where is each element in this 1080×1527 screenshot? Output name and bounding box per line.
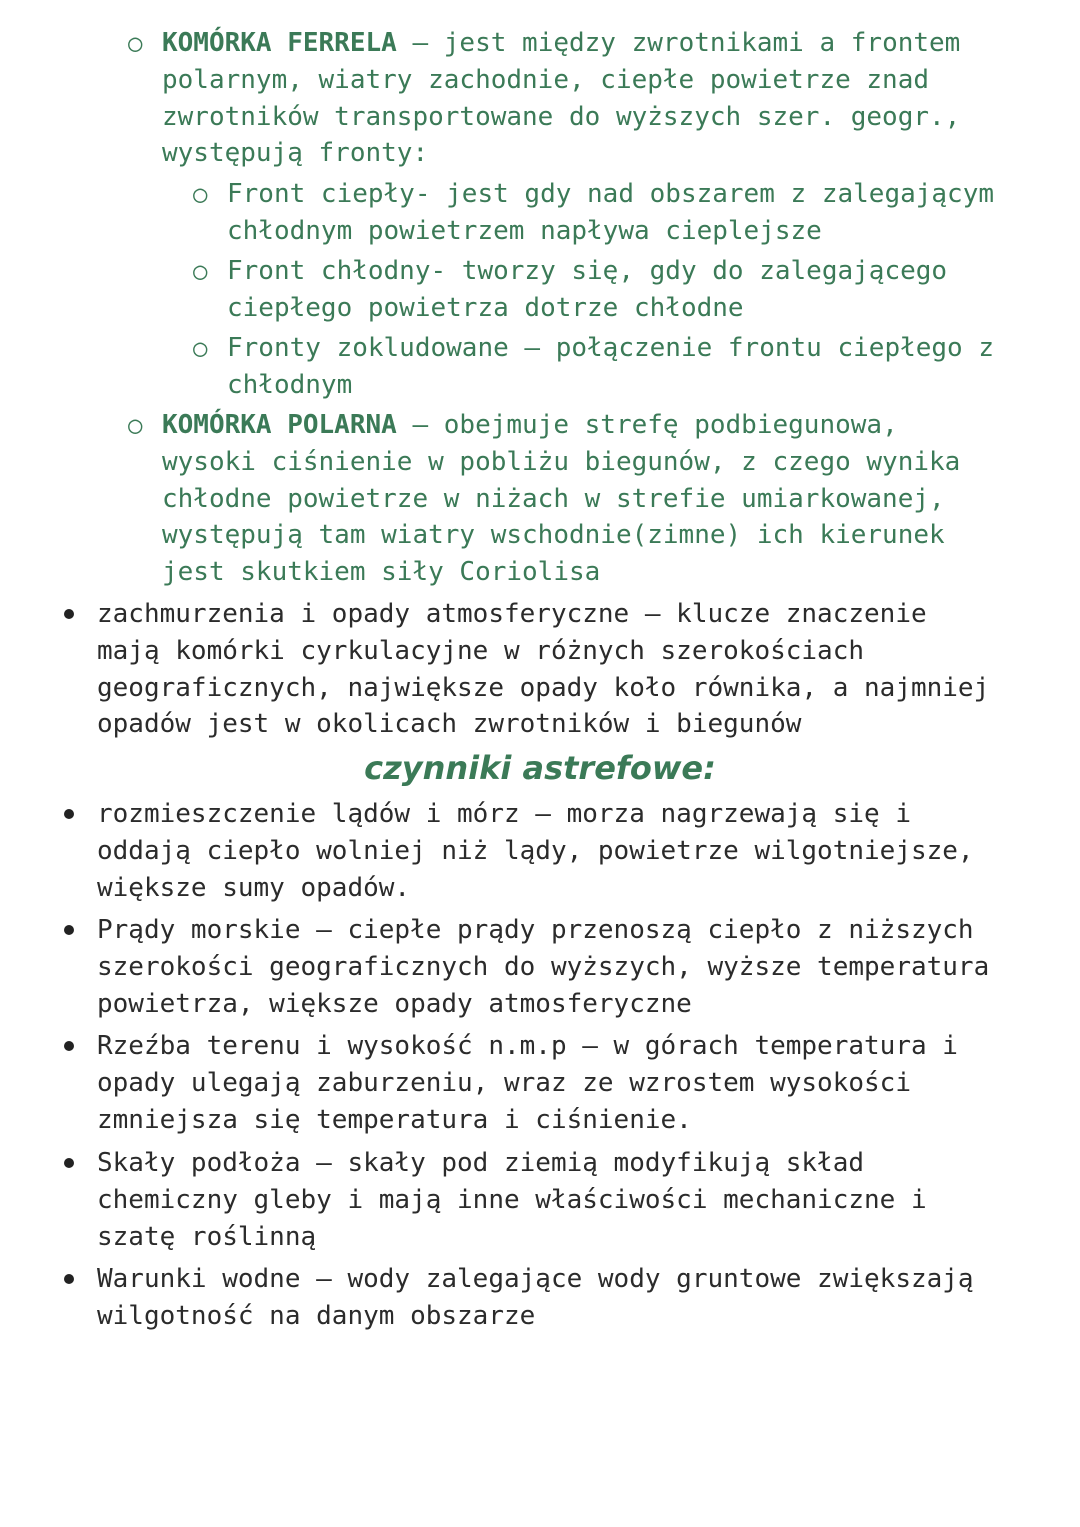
ferrel-text-line: występują fronty: xyxy=(162,138,429,169)
section-heading: czynniki astrefowe: xyxy=(364,749,716,787)
front-text-line: Front chłodny- tworzy się, gdy do zalegającego xyxy=(227,256,948,286)
factor-text-line: rozmieszczenie lądów i mórz – morza nagrzewają się i xyxy=(97,799,911,829)
factor-text-line: zmniejsza się temperatura i ciśnienie. xyxy=(97,1104,692,1135)
sub-bullet-circle: ○ xyxy=(128,411,143,439)
factor-text-line: chemiczny gleby i mają inne właściwości mechaniczne i xyxy=(97,1184,927,1215)
ferrel-cell-item xyxy=(162,25,1062,172)
factor-text-line: Warunki wodne – wody zalegające wody gruntowe zwiększają xyxy=(97,1264,974,1294)
polar-title: KOMÓRKA POLARNA xyxy=(162,410,397,440)
front-text-line: Front ciepły- jest gdy nad obszarem z zalegającym xyxy=(227,179,995,209)
ferrel-text-line: polarnym, wiatry zachodnie, ciepłe powietrze znad xyxy=(162,64,930,95)
ferrel-text-line: – jest między zwrotnikami a frontem xyxy=(396,28,961,58)
polar-text-line: występują tam wiatry wschodnie(zimne) ich kierunek xyxy=(162,520,945,551)
factor-text-line: wilgotność na danym obszarze xyxy=(97,1300,536,1331)
sub-bullet-circle: ○ xyxy=(128,29,143,57)
clouds-text-line: opadów jest w okolicach zwrotników i biegunów xyxy=(97,709,802,740)
clouds-text-line: geograficznych, największe opady koło równika, a najmniej xyxy=(97,672,990,703)
polar-text-line: chłodne powietrze w niżach w strefie umiarkowanej, xyxy=(162,483,945,514)
polar-text-line: jest skutkiem siły Coriolisa xyxy=(162,557,601,588)
factor-item xyxy=(97,1261,974,1335)
sub-sub-bullet-circle: ○ xyxy=(193,257,208,285)
factor-text-line: Rzeźba terenu i wysokość n.m.p – w górach temperatura i xyxy=(97,1031,958,1061)
clouds-text-line: mają komórki cyrkulacyjne w różnych szerokościach xyxy=(97,635,865,666)
bullet-dot xyxy=(64,1158,74,1168)
polar-text-line: wysoki ciśnienie w pobliżu biegunów, z czego wynika xyxy=(162,446,961,477)
factor-text-line: szatę roślinną xyxy=(97,1221,317,1252)
factor-item xyxy=(97,796,974,906)
front-item-occluded xyxy=(227,330,994,404)
factor-item xyxy=(97,1028,958,1138)
sub-sub-bullet-circle: ○ xyxy=(193,180,208,208)
bullet-dot xyxy=(64,609,74,619)
bullet-dot xyxy=(64,925,74,935)
bullet-dot xyxy=(64,1274,74,1284)
factor-text-line: Skały podłoża – skały pod ziemią modyfikują skład xyxy=(97,1148,865,1178)
bullet-dot xyxy=(64,1041,74,1051)
polar-cell-item xyxy=(162,407,960,591)
ferrel-text-line: zwrotników transportowane do wyższych szer. geogr., xyxy=(162,101,961,132)
factor-text-line: większe sumy opadów. xyxy=(97,872,411,903)
factor-text-line: Prądy morskie – ciepłe prądy przenoszą ciepło z niższych xyxy=(97,915,974,945)
clouds-text-line: zachmurzenia i opady atmosferyczne – klucze znaczenie xyxy=(97,599,927,629)
factor-text-line: powietrza, większe opady atmosferyczne xyxy=(97,988,692,1019)
factor-text-line: opady ulegają zaburzeniu, wraz ze wzrostem wysokości xyxy=(97,1067,911,1098)
front-item-warm xyxy=(227,176,994,250)
polar-text-line: – obejmuje strefę podbiegunowa, xyxy=(396,410,898,440)
clouds-item xyxy=(97,596,989,743)
front-item-cold xyxy=(227,253,947,327)
front-text-line: ciepłego powietrza dotrze chłodne xyxy=(227,292,744,323)
front-text-line: chłodnym xyxy=(227,369,353,400)
factor-text-line: szerokości geograficznych do wyższych, wyższe temperatura xyxy=(97,951,990,982)
sub-sub-bullet-circle: ○ xyxy=(193,334,208,362)
front-text-line: Fronty zokludowane – połączenie frontu ciepłego z xyxy=(227,333,995,363)
factor-item xyxy=(97,912,989,1022)
factor-item xyxy=(97,1145,927,1255)
factor-text-line: oddają ciepło wolniej niż lądy, powietrze wilgotniejsze, xyxy=(97,835,974,866)
front-text-line: chłodnym powietrzem napływa cieplejsze xyxy=(227,215,822,246)
bullet-dot xyxy=(64,809,74,819)
ferrel-title: KOMÓRKA FERRELA xyxy=(162,28,397,58)
